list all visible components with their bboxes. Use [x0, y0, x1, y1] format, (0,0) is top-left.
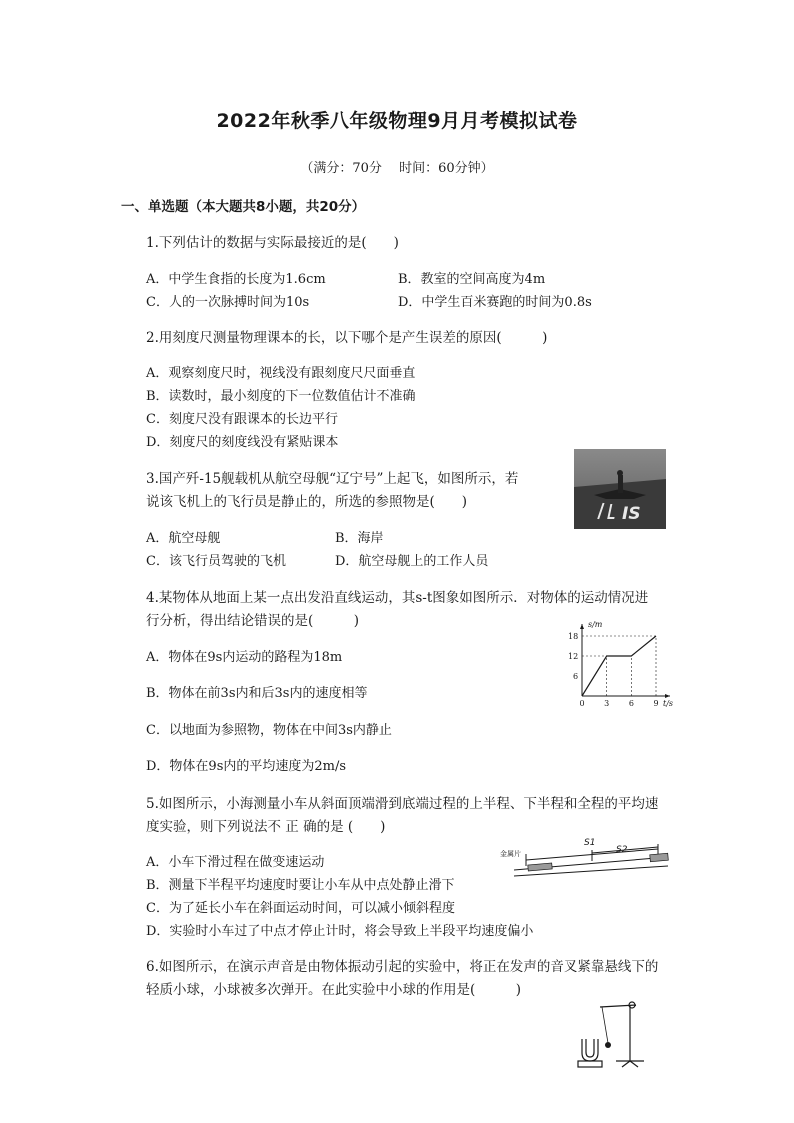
- question-4-stem-line-2: 行分析，得出结论错误的是( ): [146, 613, 360, 629]
- y-tick-label: 12: [568, 652, 579, 661]
- question-5-stem-line-2: 度实验，则下列说法不 正 确的是 ( ): [146, 819, 386, 835]
- s1-label: S1: [584, 838, 596, 848]
- incline-ramp-figure: [500, 830, 672, 878]
- question-6-stem-line-2: 轻质小球，小球被多次弹开。在此实验中小球的作用是( ): [146, 982, 522, 998]
- question-3-stem-line-2: 说该飞机上的飞行员是静止的，所选的参照物是( ): [146, 494, 468, 510]
- q3-option-d: D．航空母舰上的工作人员: [335, 554, 489, 569]
- q5-option-d: D．实验时小车过了中点才停止计时，将会导致上半段平均速度偏小: [146, 924, 534, 939]
- q1-option-a: A．中学生食指的长度为1.6cm: [146, 272, 326, 287]
- q2-option-d: D．刻度尺的刻度线没有紧贴课本: [146, 435, 339, 450]
- question-2-stem: 2.用刻度尺测量物理课本的长，以下哪个是产生误差的原因( ): [146, 330, 548, 346]
- question-6-stem-line-1: 6.如图所示，在演示声音是由物体振动引起的实验中，将正在发声的音叉紧靠悬线下的: [146, 959, 659, 975]
- q5-option-a: A．小车下滑过程在做变速运动: [146, 855, 325, 870]
- section-heading: 一、单选题（本大题共8小题，共20分）: [121, 199, 366, 215]
- x-axis-label: t/s: [663, 699, 674, 708]
- x-tick-label: 9: [653, 699, 659, 708]
- q4-option-b: B．物体在前3s内和后3s内的速度相等: [146, 686, 368, 701]
- q4-option-c: C．以地面为参照物，物体在中间3s内静止: [146, 723, 392, 738]
- tuning-fork-apparatus: [570, 995, 650, 1071]
- q4-option-d: D．物体在9s内的平均速度为2m/s: [146, 759, 347, 774]
- s2-label: S2: [616, 845, 628, 855]
- q3-option-c: C．该飞行员驾驶的飞机: [146, 554, 286, 569]
- q1-option-b: B．教室的空间高度为4m: [398, 272, 546, 287]
- y-tick-label: 6: [573, 672, 579, 681]
- q2-option-a: A．观察刻度尺时，视线没有跟刻度尺尺面垂直: [146, 366, 416, 381]
- deck-number-text: IS: [622, 504, 641, 524]
- exam-info: （满分：70分 时间：60分钟）: [300, 161, 494, 176]
- q2-option-b: B．读数时，最小刻度的下一位数值估计不准确: [146, 389, 416, 404]
- x-tick-label: 0: [579, 699, 585, 708]
- metal-plate-label: 金属片: [500, 850, 521, 858]
- q3-option-a: A．航空母舰: [146, 531, 221, 546]
- y-axis-arrow: [580, 624, 584, 629]
- x-tick-label: 3: [604, 699, 610, 708]
- s-t-graph: [560, 618, 680, 710]
- q3-option-b: B．海岸: [335, 531, 384, 546]
- page-title: 2022年秋季八年级物理9月月考模拟试卷: [216, 110, 578, 132]
- q1-option-c: C．人的一次脉搏时间为10s: [146, 295, 310, 310]
- series-line: [582, 636, 656, 696]
- question-3-stem-line-1: 3.国产歼-15舰载机从航空母舰“辽宁号”上起飞，如图所示，若: [146, 471, 519, 487]
- question-5-stem-line-1: 5.如图所示，小海测量小车从斜面顶端滑到底端过程的上半程、下半程和全程的平均速: [146, 796, 659, 812]
- aircraft-carrier-photo: [574, 449, 666, 529]
- x-tick-label: 6: [628, 699, 634, 708]
- y-tick-label: 18: [568, 632, 579, 641]
- q5-option-c: C．为了延长小车在斜面运动时间，可以减小倾斜程度: [146, 901, 455, 916]
- q2-option-c: C．刻度尺没有跟课本的长边平行: [146, 412, 338, 427]
- question-1-stem: 1.下列估计的数据与实际最接近的是( ): [146, 235, 399, 251]
- q5-option-b: B．测量下半程平均速度时要让小车从中点处静止滑下: [146, 878, 455, 893]
- q1-option-d: D．中学生百米赛跑的时间为0.8s: [398, 295, 592, 310]
- question-4-stem-line-1: 4.某物体从地面上某一点出发沿直线运动，其s-t图象如图所示．对物体的运动情况进: [146, 590, 649, 606]
- y-axis-label: s/m: [588, 620, 603, 629]
- q4-option-a: A．物体在9s内运动的路程为18m: [146, 650, 343, 665]
- x-axis-arrow: [665, 694, 670, 698]
